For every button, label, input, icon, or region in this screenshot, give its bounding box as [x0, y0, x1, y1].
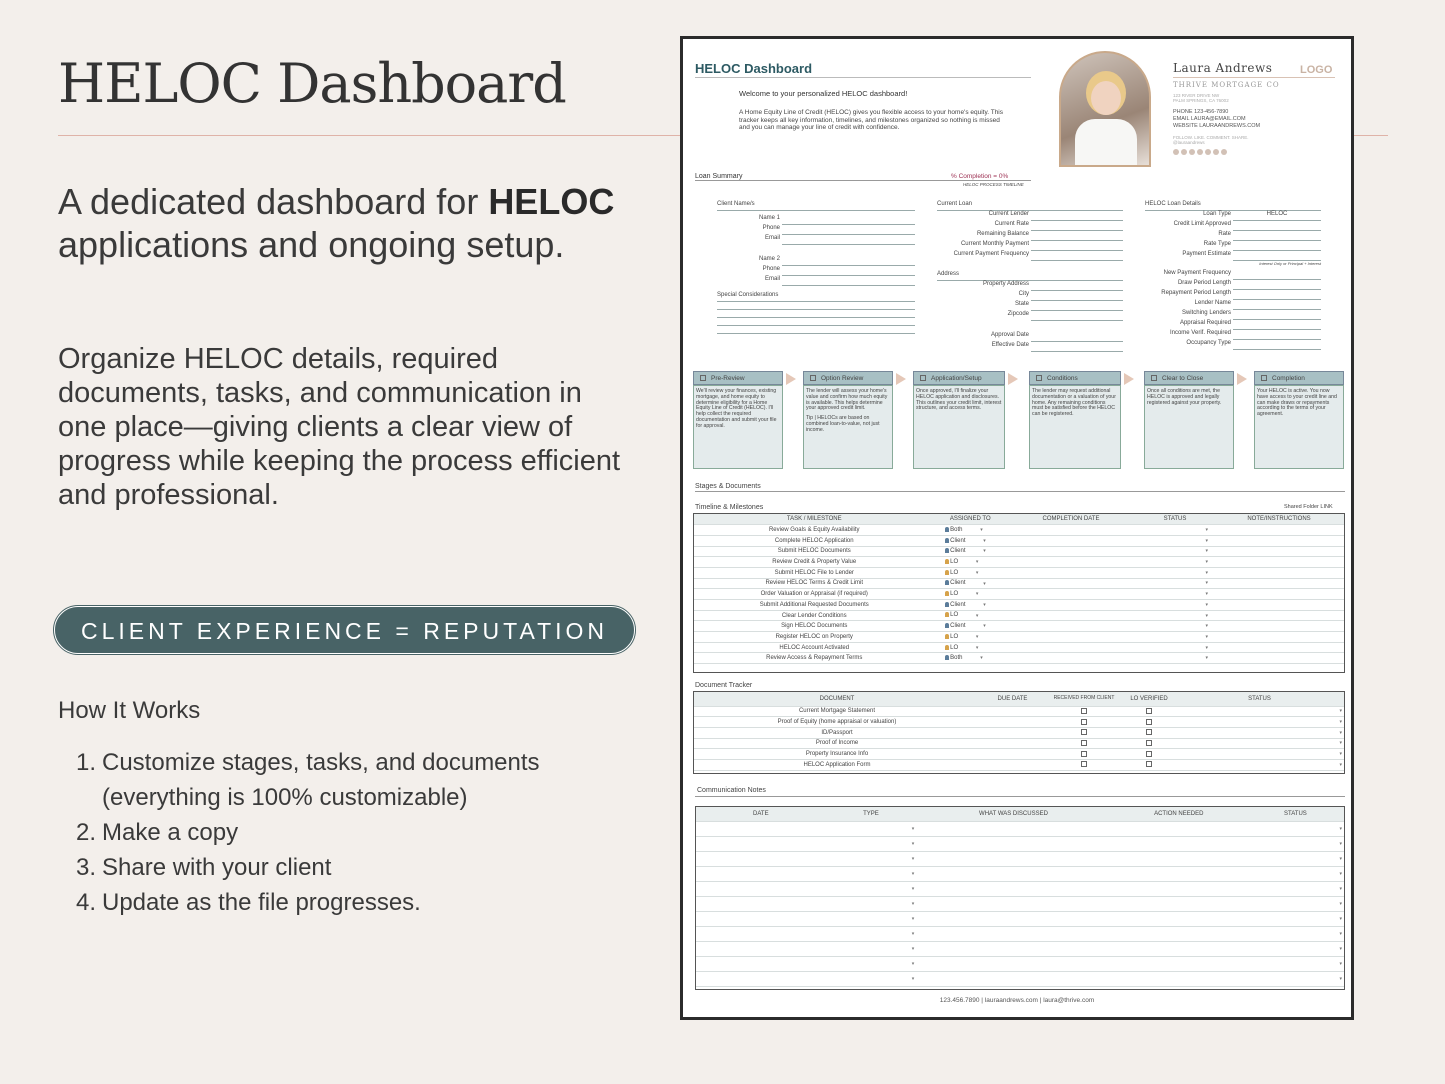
task-name: Submit Additional Requested Documents — [694, 600, 935, 611]
person-icon — [945, 580, 949, 585]
status-dropdown[interactable]: ▾ — [1205, 591, 1208, 598]
table-row[interactable] — [696, 956, 1344, 971]
assigned-to[interactable]: LO — [950, 612, 959, 619]
assigned-to[interactable]: LO — [950, 633, 959, 640]
table-row[interactable]: Submit HELOC File to Lender LO ▾ ▾ — [694, 567, 1344, 578]
stage-card — [913, 371, 1005, 469]
task-name: Sign HELOC Documents — [694, 621, 935, 632]
logo: LOGO — [1300, 64, 1333, 76]
type-dropdown[interactable]: ▾ — [911, 975, 915, 982]
stage-tip: Tip | HELOCs are based on combined loan-to-value, not just income. — [806, 415, 880, 433]
type-dropdown[interactable]: ▾ — [911, 855, 915, 862]
table-row[interactable] — [694, 738, 1344, 749]
verified-checkbox[interactable] — [1146, 751, 1152, 757]
task-name: Submit HELOC Documents — [694, 546, 935, 557]
task-name: Review Goals & Equity Availability — [694, 525, 935, 536]
status-dropdown[interactable]: ▾ — [1205, 644, 1208, 651]
sheet-title: HELOC Dashboard — [695, 61, 813, 76]
table-row[interactable] — [694, 706, 1344, 717]
status-dropdown[interactable]: ▾ — [1339, 870, 1342, 877]
status-dropdown[interactable]: ▾ — [1205, 569, 1208, 576]
task-name: Order Valuation or Appraisal (if required) — [694, 589, 935, 600]
document-name: ID/Passport — [694, 727, 980, 738]
shared-folder-link[interactable]: Shared Folder LINK — [1284, 504, 1333, 510]
social-icons — [1173, 149, 1227, 155]
table-row[interactable]: Submit HELOC Documents Client ▾ ▾ — [694, 546, 1344, 557]
assigned-to[interactable]: LO — [950, 559, 959, 566]
divider — [1173, 77, 1335, 78]
table-row[interactable] — [694, 749, 1344, 760]
received-checkbox[interactable] — [1081, 708, 1087, 714]
status-dropdown[interactable]: ▾ — [1205, 623, 1208, 630]
assigned-to[interactable]: LO — [950, 569, 959, 576]
type-dropdown[interactable]: ▾ — [911, 960, 915, 967]
timeline-label: HELOC PROCESS TIMELINE — [963, 182, 1024, 187]
task-name: Review Access & Repayment Terms — [694, 653, 935, 664]
table-row[interactable] — [694, 717, 1344, 728]
checkbox[interactable] — [920, 375, 926, 381]
checkbox[interactable] — [700, 375, 706, 381]
stage-card — [693, 371, 783, 469]
received-checkbox[interactable] — [1081, 761, 1087, 767]
checkbox[interactable] — [1151, 375, 1157, 381]
task-name: Register HELOC on Property — [694, 632, 935, 643]
stage-description: Your HELOC is active. You now have access to your credit line and can make draws or repayments according to the terms of your agreement. — [1257, 388, 1337, 418]
type-dropdown[interactable]: ▾ — [911, 945, 915, 952]
table-row[interactable]: Review Goals & Equity Availability Both ▾ ▾ — [694, 525, 1344, 536]
assigned-to[interactable]: Both — [950, 655, 963, 662]
agent-photo — [1059, 51, 1151, 167]
status-dropdown[interactable]: ▾ — [1339, 945, 1342, 952]
stage-description: Once approved, I'll finalize your HELOC application and disclosures. This outlines your credit limit, interest structure, and access terms. — [916, 388, 1002, 412]
agent-social: FOLLOW. LIKE. COMMENT. SHARE. @lauraandrews — [1173, 135, 1249, 145]
task-name: Review HELOC Terms & Credit Limit — [694, 578, 935, 589]
status-dropdown[interactable]: ▾ — [1205, 559, 1208, 566]
table-row[interactable] — [696, 881, 1344, 896]
table-row[interactable] — [696, 896, 1344, 911]
person-icon — [945, 655, 949, 660]
stage-name: Option Review — [821, 374, 864, 382]
type-dropdown[interactable]: ▾ — [911, 840, 915, 847]
stage-card — [1029, 371, 1121, 469]
status-dropdown[interactable]: ▾ — [1339, 751, 1342, 758]
task-name: Clear Lender Conditions — [694, 610, 935, 621]
document-name: Proof of Equity (home appraisal or valuation) — [694, 717, 980, 728]
communication-table: DATE TYPE WHAT WAS DISCUSSED ACTION NEEDED STATUS ▾ ▾ ▾ ▾ ▾ ▾ ▾ ▾ ▾ ▾ ▾ ▾ ▾ ▾ ▾ ▾ ▾ ▾ ▾ ▾ ▾ ▾ — [695, 806, 1345, 990]
divider — [695, 180, 1031, 181]
received-checkbox[interactable] — [1081, 729, 1087, 735]
task-name: Complete HELOC Application — [694, 535, 935, 546]
status-dropdown[interactable]: ▾ — [1339, 915, 1342, 922]
stage-name: Conditions — [1047, 374, 1078, 382]
stage-name: Application/Setup — [931, 374, 982, 382]
status-dropdown[interactable]: ▾ — [1339, 729, 1342, 736]
assigned-to[interactable]: Client — [950, 580, 966, 587]
divider — [695, 491, 1345, 492]
timeline-heading: Timeline & Milestones — [695, 504, 764, 511]
agent-company: THRIVE MORTGAGE CO — [1173, 81, 1280, 89]
table-row[interactable] — [696, 851, 1344, 866]
checkbox[interactable] — [1036, 375, 1042, 381]
stage-description: The lender may request additional documentation or a valuation of your home. Any remaining conditions must be satisfied before the HELOC can be registered. — [1032, 388, 1116, 418]
table-row[interactable]: Review HELOC Terms & Credit Limit Client ▾ ▾ — [694, 578, 1344, 589]
list-item: 3. Share with your client — [76, 854, 332, 881]
task-name: HELOC Account Activated — [694, 642, 935, 653]
status-dropdown[interactable]: ▾ — [1205, 633, 1208, 640]
stage-name: Completion — [1272, 374, 1305, 382]
arrow-icon — [1008, 373, 1018, 385]
table-row[interactable] — [696, 821, 1344, 836]
task-name: Review Credit & Property Value — [694, 557, 935, 568]
table-row[interactable]: Complete HELOC Application Client ▾ ▾ — [694, 535, 1344, 546]
document-tracker-heading: Document Tracker — [695, 682, 753, 689]
current-loan-section: Current Loan Current Lender Current Rate Remaining Balance Current Monthly Payment Current Payment Frequency Address Property Address City State Zipcode Approval Date Effective Date — [937, 201, 1123, 352]
verified-checkbox[interactable] — [1146, 729, 1152, 735]
stage-description: We'll review your finances, existing mortgage, and home equity to determine eligibility for a Home Equity Line of Credit (HELOC). I'll help collect the required documentation and submit your file for approval. — [696, 388, 777, 429]
stage-card — [1254, 371, 1344, 469]
social-icon[interactable] — [1221, 149, 1227, 155]
client-section: Client Name/s Name 1 Phone Email Name 2 Phone Email Special Considerations — [717, 201, 915, 334]
status-dropdown[interactable]: ▾ — [1205, 580, 1208, 587]
table-row[interactable]: Clear Lender Conditions LO ▾ ▾ — [694, 610, 1344, 621]
lead-text: A dedicated dashboard for HELOC applications and ongoing setup. — [58, 181, 615, 265]
status-dropdown[interactable]: ▾ — [1339, 960, 1342, 967]
person-icon — [945, 559, 949, 564]
steps-list — [76, 745, 540, 920]
sheet-footer: 123.456.7890 | lauraandrews.com | laura@thrive.com — [939, 997, 1095, 1004]
table-row[interactable]: Order Valuation or Appraisal (if required) LO ▾ ▾ — [694, 589, 1344, 600]
received-checkbox[interactable] — [1081, 719, 1087, 725]
person-icon — [945, 548, 949, 553]
stage-card — [1144, 371, 1234, 469]
verified-checkbox[interactable] — [1146, 740, 1152, 746]
completion-text: % Completion = 0% — [951, 173, 1009, 180]
status-dropdown[interactable]: ▾ — [1339, 708, 1342, 715]
assigned-to[interactable]: Client — [950, 537, 966, 544]
document-name: Current Mortgage Statement — [694, 706, 980, 717]
person-icon — [945, 645, 949, 650]
stage-card — [803, 371, 893, 469]
list-item: 1. Customize stages, tasks, and documents — [76, 749, 540, 776]
person-icon — [945, 527, 949, 532]
social-icon[interactable] — [1181, 149, 1187, 155]
list-item: 2. Make a copy — [76, 819, 239, 846]
status-dropdown[interactable]: ▾ — [1205, 527, 1208, 534]
arrow-icon — [1237, 373, 1247, 385]
received-checkbox[interactable] — [1081, 751, 1087, 757]
status-dropdown[interactable]: ▾ — [1339, 855, 1342, 862]
assigned-to[interactable]: Client — [950, 548, 966, 555]
type-dropdown[interactable]: ▾ — [911, 870, 915, 877]
dashboard-preview — [680, 36, 1354, 1020]
person-icon — [945, 634, 949, 639]
divider — [695, 77, 1031, 78]
table-row[interactable] — [696, 866, 1344, 881]
checkbox[interactable] — [810, 375, 816, 381]
page-title: HELOC Dashboard — [58, 52, 566, 115]
table-row[interactable] — [694, 727, 1344, 738]
agent-address: 123 RIVER DRIVE NW PALM SPRINGS, CA 76002 — [1173, 93, 1229, 103]
document-name: HELOC Application Form — [694, 759, 980, 770]
verified-checkbox[interactable] — [1146, 708, 1152, 714]
person-icon — [945, 612, 949, 617]
table-row[interactable]: HELOC Account Activated LO ▾ ▾ — [694, 642, 1344, 653]
social-icon[interactable] — [1197, 149, 1203, 155]
type-dropdown[interactable]: ▾ — [911, 885, 915, 892]
agent-name: Laura Andrews — [1173, 61, 1273, 75]
status-dropdown[interactable]: ▾ — [1339, 900, 1342, 907]
type-dropdown[interactable]: ▾ — [911, 930, 915, 937]
status-dropdown[interactable]: ▾ — [1339, 825, 1342, 832]
tagline-pill: CLIENT EXPERIENCE = REPUTATION — [54, 606, 635, 654]
table-row[interactable] — [696, 941, 1344, 956]
person-icon — [945, 591, 949, 596]
social-icon[interactable] — [1173, 149, 1179, 155]
received-checkbox[interactable] — [1081, 740, 1087, 746]
type-dropdown[interactable]: ▾ — [911, 915, 915, 922]
person-icon — [945, 538, 949, 543]
social-icon[interactable] — [1205, 149, 1211, 155]
status-dropdown[interactable]: ▾ — [1205, 612, 1208, 619]
document-name: Property Insurance Info — [694, 749, 980, 760]
table-row[interactable] — [696, 911, 1344, 926]
stages-heading: Stages & Documents — [695, 483, 761, 490]
heloc-details-section: HELOC Loan Details Loan Type HELOC Credit Limit Approved Rate Rate Type Payment Estimate Interest Only or Principal + Interest New Payment Frequency Draw Period Length Repayment Period Length Lender Name Switching Lenders Appraisal Required Income Verif. Required Occupancy Type — [1145, 201, 1321, 350]
status-dropdown[interactable]: ▾ — [1339, 930, 1342, 937]
status-dropdown[interactable]: ▾ — [1205, 537, 1208, 544]
communication-heading: Communication Notes — [697, 787, 766, 794]
status-dropdown[interactable]: ▾ — [1339, 975, 1342, 982]
assigned-to[interactable]: Client — [950, 623, 966, 630]
timeline-table: TASK / MILESTONE ASSIGNED TO COMPLETION DATE STATUS NOTE/INSTRUCTIONS Review Goals & Equity Availability Both ▾ ▾ Complete HELOC Application Client ▾ ▾ Submit HELOC Documents Client ▾ ▾ Review Credit & Property Value LO ▾ ▾ Submit HELOC File to Lender LO ▾ ▾ Review HELOC Terms & Credit Limit Client ▾ ▾ Order Valuation or Appraisal (if required) LO ▾ ▾ Submit Additional Requested Documents Client ▾ ▾ Clear Lender Conditions LO ▾ ▾ Sign HELOC Documents Client ▾ ▾ Register HELOC on Property LO ▾ ▾ HELOC Account Activated LO ▾ ▾ Review Access & Repayment Terms Both ▾ ▾ — [693, 513, 1345, 673]
how-it-works-heading: How It Works — [58, 697, 201, 724]
table-row[interactable] — [696, 836, 1344, 851]
arrow-icon — [896, 373, 906, 385]
stage-name: Pre-Review — [711, 374, 745, 382]
welcome-text: Welcome to your personalized HELOC dashboard! — [739, 89, 908, 98]
status-dropdown[interactable]: ▾ — [1339, 840, 1342, 847]
status-dropdown[interactable]: ▾ — [1339, 719, 1342, 726]
table-row[interactable]: Review Access & Repayment Terms Both ▾ ▾ — [694, 653, 1344, 664]
list-item: (everything is 100% customizable) — [102, 784, 468, 811]
table-row[interactable]: Submit Additional Requested Documents Client ▾ ▾ — [694, 600, 1344, 611]
status-dropdown[interactable]: ▾ — [1205, 655, 1208, 662]
table-row[interactable] — [696, 926, 1344, 941]
person-icon — [945, 602, 949, 607]
status-dropdown[interactable]: ▾ — [1339, 761, 1342, 768]
document-name: Proof of Income — [694, 738, 980, 749]
verified-checkbox[interactable] — [1146, 719, 1152, 725]
social-icon[interactable] — [1213, 149, 1219, 155]
social-icon[interactable] — [1189, 149, 1195, 155]
arrow-icon — [786, 373, 796, 385]
assigned-to[interactable]: LO — [950, 644, 959, 651]
status-dropdown[interactable]: ▾ — [1205, 548, 1208, 555]
verified-checkbox[interactable] — [1146, 761, 1152, 767]
agent-contact: PHONE 123-456-7890 EMAIL LAURA@EMAIL.COM WEBSITE LAURAANDREWS.COM — [1173, 109, 1261, 129]
table-row[interactable] — [694, 759, 1344, 770]
person-icon — [945, 623, 949, 628]
person-icon — [945, 570, 949, 575]
type-dropdown[interactable]: ▾ — [911, 825, 915, 832]
arrow-icon — [1124, 373, 1134, 385]
status-dropdown[interactable]: ▾ — [1205, 601, 1208, 608]
status-dropdown[interactable]: ▾ — [1339, 740, 1342, 747]
table-row[interactable]: Register HELOC on Property LO ▾ ▾ — [694, 632, 1344, 643]
document-table: DOCUMENT DUE DATE RECEIVED FROM CLIENT LO VERIFIED STATUS Current Mortgage Statement ▾ Proof of Equity (home appraisal or valuation) ▾ ID/Passport ▾ Proof of Income ▾ Property Insurance Info ▾ HELOC Application Form ▾ — [693, 691, 1345, 774]
assigned-to[interactable]: Client — [950, 601, 966, 608]
checkbox[interactable] — [1261, 375, 1267, 381]
stage-name: Clear to Close — [1162, 374, 1204, 382]
list-item: 4. Update as the file progresses. — [76, 889, 421, 916]
loan-summary-heading: Loan Summary — [695, 173, 743, 180]
divider — [695, 796, 1345, 797]
description-paragraph: Organize HELOC details, required documents, tasks, and communication in one place—giving clients a clear view of progress while keeping the process efficient and professional. — [58, 343, 621, 511]
assigned-to[interactable]: LO — [950, 591, 959, 598]
type-dropdown[interactable]: ▾ — [911, 900, 915, 907]
stage-description: Once all conditions are met, the HELOC is approved and legally registered against your property. — [1147, 388, 1222, 406]
stage-description: The lender will assess your home's value and confirm how much equity is available. This helps determine your approved credit limit. — [806, 388, 888, 412]
assigned-to[interactable]: Both — [950, 527, 963, 534]
table-row[interactable]: Review Credit & Property Value LO ▾ ▾ — [694, 557, 1344, 568]
intro-text: A Home Equity Line of Credit (HELOC) gives you flexible access to your home's equity. This tracker keeps all key information, timelines, and milestones organized so nothing is missed and you can manage your line of credit with confidence. — [739, 109, 1004, 131]
table-row[interactable] — [696, 971, 1344, 986]
status-dropdown[interactable]: ▾ — [1339, 885, 1342, 892]
task-name: Submit HELOC File to Lender — [694, 567, 935, 578]
table-row[interactable]: Sign HELOC Documents Client ▾ ▾ — [694, 621, 1344, 632]
